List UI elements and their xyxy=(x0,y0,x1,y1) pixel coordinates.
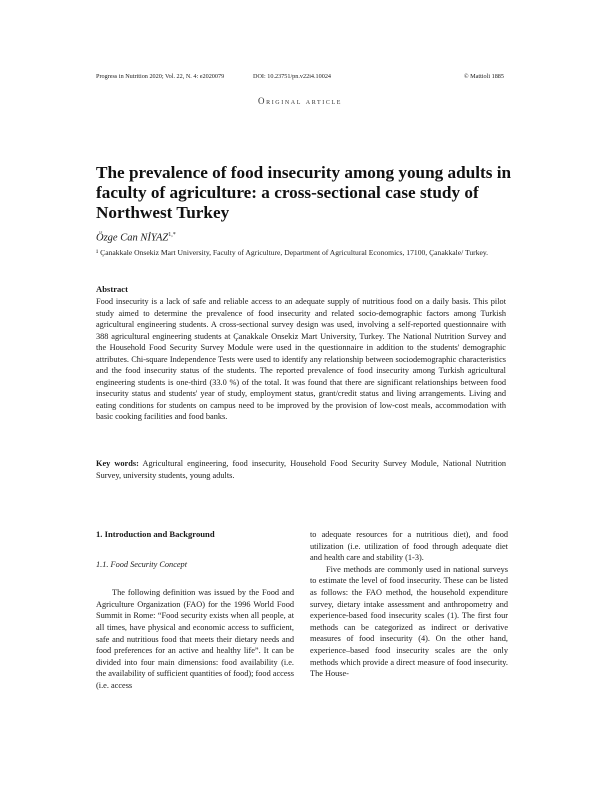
affiliation: ¹ Çanakkale Onsekiz Mart University, Faculty of Agriculture, Department of Agricultural Economics, 17100, Çanakkale/ Turkey. xyxy=(96,248,489,257)
abstract-body: Food insecurity is a lack of safe and reliable access to an adequate supply of nutritious food on a daily basis. This pilot study aimed to determine the prevalence of food insecurity and related socio-demographic factors among Turkish agricultural engineering students. A cross-sectional survey design was used, involving a self-reported questionnaire with 388 agricultural engineering students at Çanakkale Onsekiz Mart University, Turkey. The National Nutrition Survey and the Household Food Security Survey Module were used in the questionnaire in addition to the students' demographic attributes. Chi-square Independence Tests were used to identify any relationship between sociodemographic characteristics and the food insecurity status of the students. The reported prevalence of food insecurity among Turkish agricultural engineering students is one-third (33.0 %) of the total. It was found that there are significant relationships between food insecurity status and students' year of study, employment status, grant/credit status and living arrangements. Living and eating conditions for students on campus need to be improved by the provision of low-cost meals, accommodation with basic cooking facilities and food banks. xyxy=(96,297,506,422)
article-type-label: Original article xyxy=(258,96,342,106)
abstract-heading: Abstract xyxy=(96,284,128,294)
journal-citation: Progress in Nutrition 2020; Vol. 22, N. 4: e2020079 xyxy=(96,73,225,80)
copyright: © Mattioli 1885 xyxy=(463,73,504,80)
author-affiliation-mark: 1,* xyxy=(168,232,176,238)
left-column xyxy=(96,529,294,692)
body-paragraph: Five methods are commonly used in national surveys to estimate the level of food insecurity. These can be listed as follows: the FAO method, the household expenditure survey, dietary intake assessment and anthropometry and experience-based food insecurity scales (1). The first four methods can be categorized as indirect or derivative measures of food insecurity (4). On the other hand, experience–based food insecurity scales are the only methods which provide a direct measure of food insecurity. The House- xyxy=(310,564,508,679)
body-paragraph: to adequate resources for a nutritious diet), and food utilization (i.e. utilization of food through adequate diet and health care and stability (1-3). xyxy=(310,530,508,563)
subsection-heading: 1.1. Food Security Concept xyxy=(96,559,188,569)
doi[interactable]: DOI: 10.23751/pn.v22i4.10024 xyxy=(253,73,332,80)
keywords-label: Key words: xyxy=(96,459,139,468)
right-column xyxy=(310,529,508,680)
keywords xyxy=(96,458,506,481)
section-heading: 1. Introduction and Background xyxy=(96,529,215,539)
author xyxy=(96,232,176,244)
article-title: The prevalence of food insecurity among young adults in faculty of agriculture: a cross-sectional case study of Northwest Turkey xyxy=(96,163,512,222)
keywords-text: Agricultural engineering, food insecurity, Household Food Security Survey Module, National Nutrition Survey, university students, young adults. xyxy=(96,459,506,480)
author-name: Özge Can NİYAZ xyxy=(96,232,169,244)
body-paragraph: The following definition was issued by the Food and Agriculture Organization (FAO) for the 1996 World Food Summit in Rome: “Food security exists when all people, at all times, have physical and economic access to sufficient, safe and nutritious food that meets their dietary needs and food preferences for an active and healthy life”. It can be divided into four main dimensions: food availability (i.e. the availability of sufficient quantities of food); food access (i.e. access xyxy=(96,588,294,690)
